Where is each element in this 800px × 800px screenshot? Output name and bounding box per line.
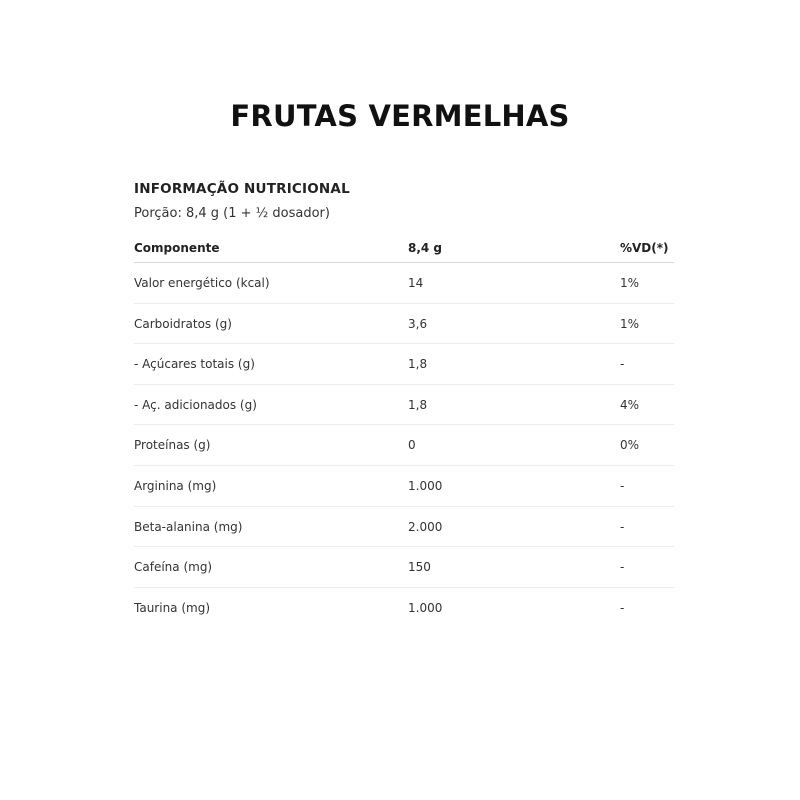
portion-size: Porção: 8,4 g (1 + ½ dosador) — [134, 206, 330, 221]
row-daily-value: - — [620, 560, 625, 575]
table-row — [134, 588, 674, 629]
row-daily-value: - — [620, 478, 625, 493]
row-amount: 0 — [408, 438, 416, 453]
row-amount: 1,8 — [408, 397, 428, 412]
header-amount: 8,4 g — [408, 241, 443, 255]
row-component: Taurina (mg) — [134, 600, 211, 615]
table-row — [134, 263, 674, 304]
row-daily-value: - — [620, 600, 625, 615]
table-row — [134, 304, 674, 345]
header-component: Componente — [134, 241, 220, 255]
row-component: Beta-alanina (mg) — [134, 519, 243, 534]
table-row — [134, 547, 674, 588]
row-amount: 1.000 — [408, 478, 443, 493]
row-component: Valor energético (kcal) — [134, 276, 270, 290]
row-component: Proteínas (g) — [134, 438, 211, 453]
table-row — [134, 466, 674, 507]
row-component: - Aç. adicionados (g) — [134, 397, 257, 412]
row-amount: 2.000 — [408, 519, 443, 534]
header-daily-value: %VD(*) — [620, 241, 669, 255]
nutrition-info-heading: INFORMAÇÃO NUTRICIONAL — [134, 181, 350, 197]
row-component: Carboidratos (g) — [134, 316, 232, 331]
table-row — [134, 425, 674, 466]
row-component: - Açúcares totais (g) — [134, 357, 255, 372]
row-amount: 150 — [408, 560, 431, 575]
nutrition-table — [134, 234, 674, 628]
row-amount: 1,8 — [408, 357, 428, 372]
table-row — [134, 507, 674, 548]
row-daily-value: 1% — [620, 316, 640, 331]
row-daily-value: 4% — [620, 397, 640, 412]
row-daily-value: 0% — [620, 438, 640, 453]
row-amount: 1.000 — [408, 600, 443, 615]
row-daily-value: 1% — [620, 276, 640, 290]
row-amount: 3,6 — [408, 316, 428, 331]
table-row — [134, 344, 674, 385]
row-amount: 14 — [408, 276, 424, 290]
row-component: Arginina (mg) — [134, 478, 217, 493]
table-header-row — [134, 234, 674, 263]
product-title: FRUTAS VERMELHAS — [230, 99, 570, 133]
row-daily-value: - — [620, 519, 625, 534]
row-component: Cafeína (mg) — [134, 560, 213, 575]
table-row — [134, 385, 674, 426]
row-daily-value: - — [620, 357, 625, 372]
